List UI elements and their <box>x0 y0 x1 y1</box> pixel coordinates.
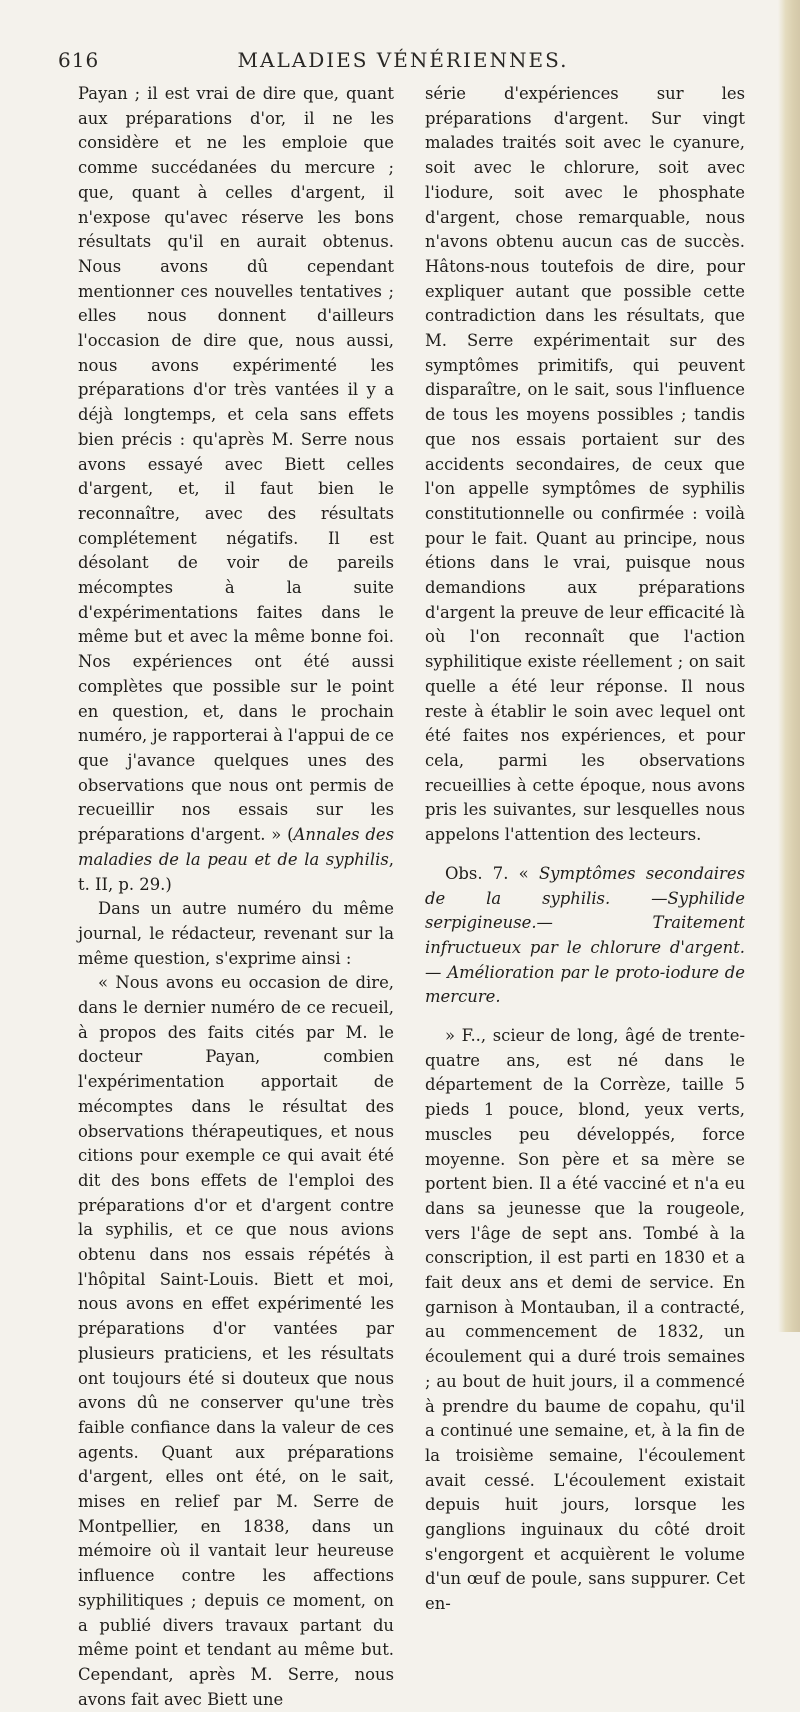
page-number: 616 <box>58 48 100 72</box>
paragraph: série d'expériences sur les préparations d'argent. Sur vingt malades traités soit avec le cyanure, soit avec le chlorure, soit avec l'iodure, soit avec le phosphate d'argent, chose remarquable, nous n'avons obtenu aucun cas de succès. Hâtons-nous toutefois de dire, pour expliquer autant que possible cette contradiction dans les résultats, que M. Serre expérimentait sur des symptômes primitifs, qui peuvent disparaître, on le sait, sous l'influence de tous les moyens possibles ; tandis que nos essais portaient sur des accidents secondaires, de ceux que l'on appelle symptômes de syphilis constitutionnelle ou confirmée : voilà pour le fait. Quant au principe, nous étions dans le vrai, puisque nous demandions aux préparations d'argent la preuve de leur efficacité là où l'on reconnaît que l'action syphilitique existe réellement ; on sait quelle a été leur réponse. Il nous reste à établir le soin avec lequel ont été faites nos expériences, et pour cela, parmi les observations recueillies à cette époque, nous avons pris les suivantes, sur lesquelles nous appelons l'attention des lecteurs. <box>425 84 745 845</box>
paragraph: » F.., scieur de long, âgé de trente-quatre ans, est né dans le département de la Corrèze, taille 5 pieds 1 pouce, blond, yeux verts, muscles peu développés, force moyenne. Son père et sa mère se portent bien. Il a été vacciné et n'a eu dans sa jeunesse que la rougeole, vers l'âge de sept ans. Tombé à la conscription, il est parti en 1830 et a fait deux ans et demi de service. En garnison à Montauban, il a contracté, au commencement de 1832, un écoulement qui a duré trois semaines ; au bout de huit jours, il a commencé à prendre du baume de copahu, qu'il a continué une semaine, et, à la fin de la troisième semaine, l'écoulement avait cessé. L'écoulement existait depuis huit jours, lorsque les ganglions inguinaux du côté droit s'engorgent et acquièrent le volume d'un œuf de poule, sans suppurer. Cet en- <box>425 1026 745 1614</box>
right-column <box>425 82 745 1617</box>
left-column <box>78 82 394 1712</box>
running-header <box>58 48 748 78</box>
paragraph: Payan ; il est vrai de dire que, quant aux préparations d'or, il ne les considère et ne les emploie que comme succédanées du mercure ; que, quant à celles d'argent, il n'expose qu'avec réserve les bons résultats qu'il en aurait obtenus. Nous avons dû cependant mentionner ces nouvelles tentatives ; elles nous donnent d'ailleurs l'occasion de dire que, nous aussi, nous avons expérimenté les préparations d'or très vantées il y a déjà longtemps, et cela sans effets bien précis : qu'après M. Serre nous avons essayé avec Biett celles d'argent, et, il faut bien le reconnaître, avec des résultats complétement négatifs. Il est désolant de voir de pareils mécomptes à la suite d'expérimentations faites dans le même but et avec la même bonne foi. Nos expériences ont été aussi complètes que possible sur le point en question, et, dans le prochain numéro, je rapporterai à l'appui de ce que j'avance quelques unes des observations que nous ont permis de recueillir nos essais sur les préparations d'argent. » (Annales des maladies de la peau et de la syphilis, t. II, p. 29.) <box>78 84 394 894</box>
observation-title: Symptômes secondaires de la syphilis. —Syphilide serpigineuse.— Traitement infructueux par le chlorure d'argent.— Amélioration par le proto-iodure de mercure. <box>425 863 745 1007</box>
observation-heading: Obs. 7. « Symptômes secondaires de la syphilis. —Syphilide serpigineuse.— Traitement infructueux par le chlorure d'argent.— Amélioration par le proto-iodure de mercure. <box>425 863 745 1007</box>
paragraph: « Nous avons eu occasion de dire, dans le dernier numéro de ce recueil, à propos des faits cités par M. le docteur Payan, combien l'expérimentation apportait de mécomptes dans le résultat des observations thérapeutiques, et nous citions pour exemple ce qui avait été dit des bons effets de l'emploi des préparations d'or et d'argent contre la syphilis, et ce que nous avions obtenu dans nos essais répétés à l'hôpital Saint-Louis. Biett et moi, nous avons en effet expérimenté les préparations d'or vantées par plusieurs praticiens, et les résultats ont toujours été si douteux que nous avons dû ne conserver qu'une très faible confiance dans la valeur de ces agents. Quant aux préparations d'argent, elles ont été, on le sait, mises en relief par M. Serre de Montpellier, en 1838, dans un mémoire où il vantait leur heureuse influence contre les affections syphilitiques ; depuis ce moment, on a publié divers travaux partant du même point et tendant au même but. Cependant, après M. Serre, nous avons fait avec Biett une <box>78 973 394 1709</box>
paragraph: Dans un autre numéro du même journal, le rédacteur, revenant sur la même question, s'exprime ainsi : <box>78 899 394 968</box>
citation-title: Annales des maladies de la peau et de la syphilis <box>78 825 394 869</box>
page-edge <box>778 0 800 1332</box>
running-title: MALADIES VÉNÉRIENNES. <box>237 48 569 72</box>
